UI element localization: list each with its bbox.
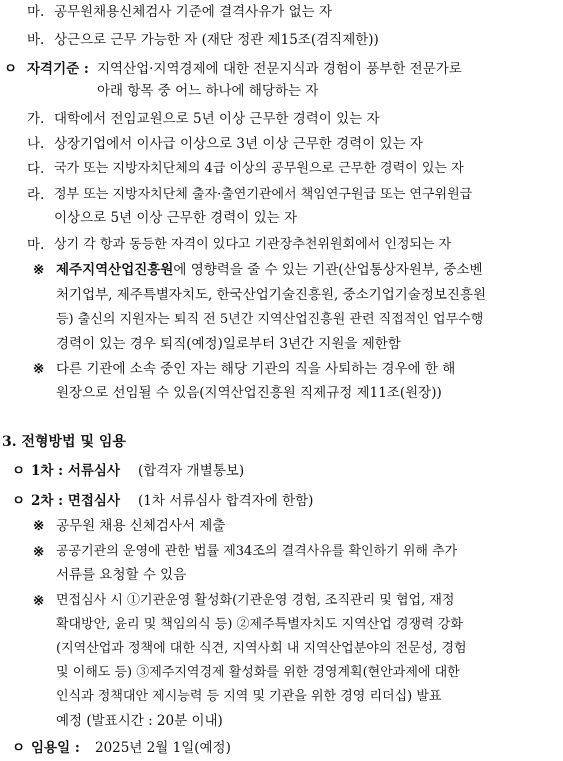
intro-line: 지역산업·지역경제에 대한 전문지식과 경험이 풍부한 전문가로 [97, 61, 462, 77]
note-text-line: 원장으로 선임될 수 있음(지역산업진흥원 직제규정 제11조(원장)) [56, 385, 442, 401]
note-text-line: 등) 출신의 지원자는 퇴직 전 5년간 지역산업진흥원 관련 직접적인 업무수행 [56, 312, 484, 327]
item-marker: 마. [27, 4, 45, 20]
note-marker: ※ [33, 518, 45, 534]
circle-bullet: ㅇ [4, 61, 18, 77]
note-marker: ※ [33, 544, 45, 560]
note-text-line: 예정 (발표시간 : 20분 이내) [56, 713, 223, 729]
note-text-line: 경력이 있는 경우 퇴직(예정)일로부터 3년간 지원을 제한함 [56, 336, 401, 352]
item-text: 이상으로 5년 이상 근무한 경력이 있는 자 [54, 210, 297, 226]
note-text-line: 공무원 채용 신체검사서 제출 [56, 518, 226, 534]
section-title: 자격기준 : [27, 61, 89, 77]
item-text: 정부 또는 지방자치단체 출자·출연기관에서 책임연구원급 또는 연구위원급 [54, 187, 473, 202]
section-heading: 3. 전형방법 및 임용 [2, 434, 126, 450]
note-text-line: 다른 기관에 소속 중인 자는 해당 기관의 직을 사퇴하는 경우에 한 해 [56, 361, 456, 377]
note-text-line: 에 영향력을 줄 수 있는 기관(산업통상자원부, 중소벤 [173, 262, 483, 278]
note-text-line: 면접심사 시 ①기관운영 활성화(기관운영 경험, 조직관리 및 협업, 재정 [56, 593, 455, 608]
circle-bullet: ㅇ [12, 740, 26, 756]
item-text: 대학에서 전임교원으로 5년 이상 근무한 경력이 있는 자 [54, 111, 380, 127]
note-text [56, 260, 483, 280]
note-text-line: 인식과 정책대안 제시능력 등 지역 및 기관을 위한 경영 리더십) 발표 [56, 689, 442, 704]
item-marker: 마. [27, 237, 45, 253]
intro-line: 아래 항목 중 어느 하나에 해당하는 자 [97, 83, 319, 99]
note-text-line: (지역산업과 정책에 대한 식견, 지역사회 내 지역산업분야의 전문성, 경험 [56, 641, 467, 656]
item-text: 상근으로 근무 가능한 자 (재단 정관 제15조(겸직제한)) [54, 32, 379, 48]
circle-bullet: ㅇ [12, 463, 26, 479]
item-text: 상기 각 항과 동등한 자격이 있다고 기관장추천위원회에서 인정되는 자 [54, 237, 452, 252]
stage-title: 임용일 : [31, 740, 80, 756]
stage-detail: 2025년 2월 1일(예정) [95, 740, 231, 756]
note-marker: ※ [33, 361, 45, 377]
stage-title: 2차 : 면접심사 [31, 493, 120, 509]
note-text-line: 공공기관의 운영에 관한 법률 제34조의 결격사유를 확인하기 위해 추가 [56, 544, 458, 559]
item-text: 공무원채용신체검사 기준에 결격사유가 없는 자 [54, 4, 332, 20]
circle-bullet: ㅇ [12, 493, 26, 509]
note-marker: ※ [33, 593, 45, 609]
note-text-line: 확대방안, 윤리 및 책임의식 등) ②제주특별자치도 지역산업 경쟁력 강화 [56, 617, 463, 632]
item-text: 상장기업에서 이사급 이상으로 3년 이상 근무한 경력이 있는 자 [54, 136, 423, 152]
note-text-line: 및 이해도 등) ③제주지역경제 활성화를 위한 경영계획(현안과제에 대한 [56, 665, 460, 680]
stage-detail: (합격자 개별통보) [138, 463, 245, 479]
stage-detail: (1차 서류심사 합격자에 한함) [138, 493, 314, 509]
item-marker: 라. [27, 187, 45, 203]
item-marker: 가. [27, 111, 45, 127]
item-text: 국가 또는 지방자치단체의 4급 이상의 공무원으로 근무한 경력이 있는 자 [54, 161, 464, 176]
stage-title: 1차 : 서류심사 [31, 463, 120, 479]
item-marker: 다. [27, 161, 45, 177]
note-text-line: 처기업부, 제주특별자치도, 한국산업기술진흥원, 중소기업기술정보진흥원 [56, 287, 487, 303]
note-text-line: 서류를 요청할 수 있음 [56, 567, 187, 583]
org-name: 제주지역산업진흥원 [56, 262, 174, 278]
note-marker: ※ [33, 262, 45, 278]
item-marker: 바. [27, 32, 45, 48]
item-marker: 나. [27, 136, 45, 152]
